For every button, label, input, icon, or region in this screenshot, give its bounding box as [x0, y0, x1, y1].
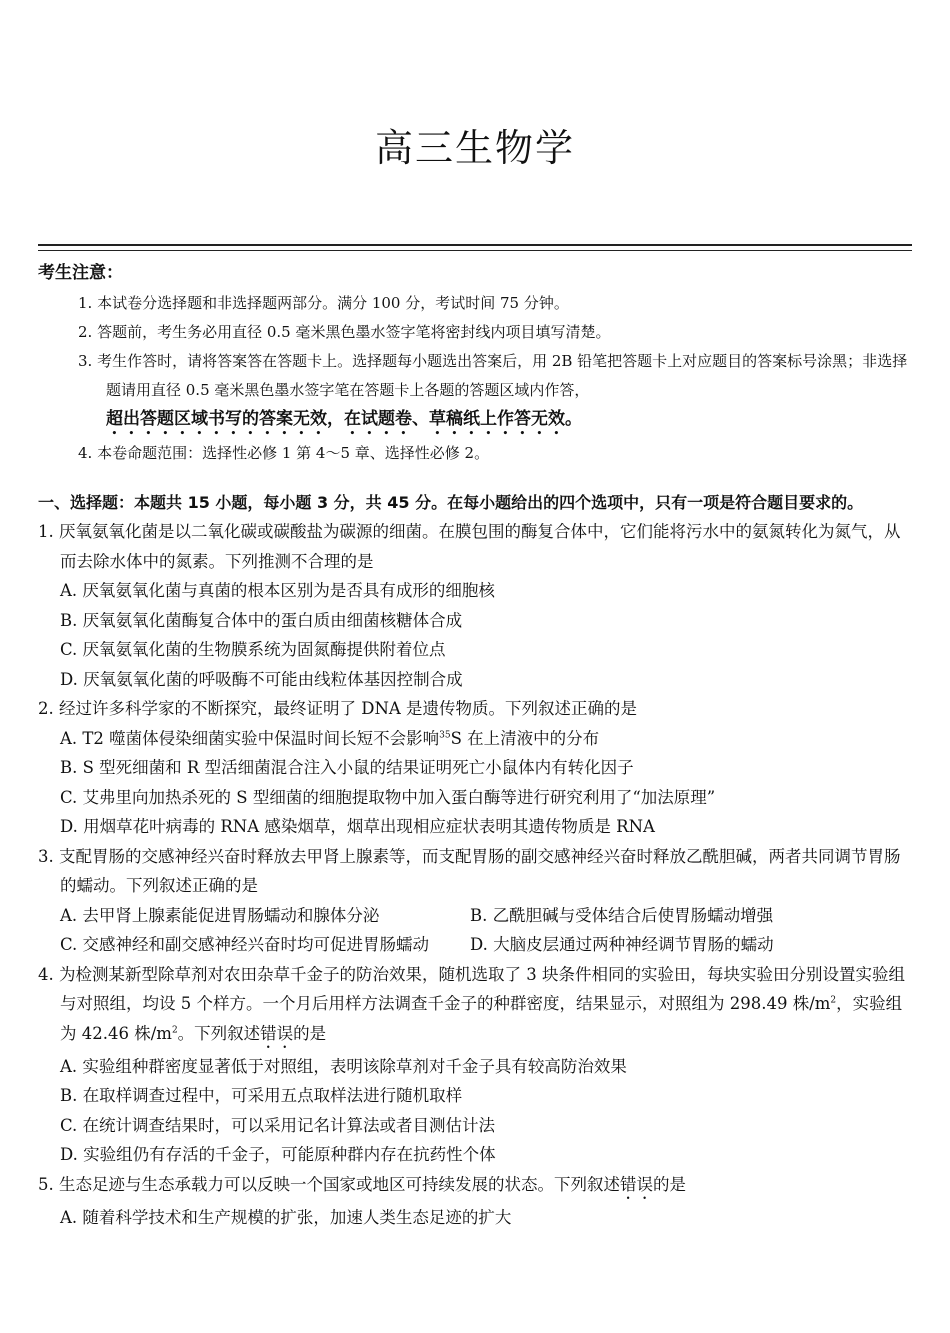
emphasis-wrong: 错误 [260, 1023, 294, 1043]
stem-text: 4. 为检测某新型除草剂对农田杂草千金子的防治效果，随机选取了 3 块条件相同的实验田，每块实验田分别设置实验组与对照组，均设 5 个样方。一个月后用样方法调查千金子的种群密度，结果显示，对照组为 298.49 株/m [38, 964, 905, 1013]
stem-text: 的是 [653, 1174, 686, 1194]
notice-item: 1. 本试卷分选择题和非选择题两部分。满分 100 分，考试时间 75 分钟。 [78, 294, 569, 312]
stem-text: 的是 [293, 1023, 327, 1043]
option-a: A. 随着科学技术和生产规模的扩张，加速人类生态足迹的扩大 [60, 1207, 512, 1227]
option-d: D. 用烟草花叶病毒的 RNA 感染烟草，烟草出现相应症状表明其遗传物质是 RNA [60, 817, 655, 836]
option-a [38, 724, 916, 754]
option-row [38, 901, 916, 931]
question-5 [38, 1170, 916, 1233]
option-c: C. 在统计调查结果时，可以采用记名计算法或者目测估计法 [60, 1115, 496, 1135]
isotope-superscript: 35 [439, 730, 451, 740]
question-2 [38, 694, 916, 842]
option-a: A. 去甲肾上腺素能促进胃肠蠕动和腺体分泌 [60, 905, 380, 925]
notice-heading: 考生注意： [38, 263, 123, 283]
notice-item: 2. 答题前，考生务必用直径 0.5 毫米黑色墨水签字笔将密封线内项目填写清楚。 [78, 323, 611, 341]
notice-item-text: 3. 考生作答时，请将答案答在答题卡上。选择题每小题选出答案后，用 2B 铅笔把答题卡上对应题目的答案标号涂黑；非选择题请用直径 0.5 毫米黑色墨水签字笔在答题卡上各题的答题区域内作答， [78, 352, 908, 399]
emphasis-wrong: 错误 [620, 1174, 653, 1194]
question-1 [38, 517, 916, 694]
option-d: D. 大脑皮层通过两种神经调节胃肠的蠕动 [470, 935, 774, 954]
option-a-text: A. T2 噬菌体侵染细菌实验中保温时间长短不会影响 [60, 728, 440, 748]
option-b: B. 在取样调查过程中，可采用五点取样法进行随机取样 [60, 1086, 463, 1105]
notice-item [38, 347, 916, 439]
option-c: C. 交感神经和副交感神经兴奋时均可促进胃肠蠕动 [60, 935, 430, 954]
stem-text: 。下列叙述 [177, 1023, 261, 1043]
question-stem: 2. 经过许多科学家的不断探究，最终证明了 DNA 是遗传物质。下列叙述正确的是 [38, 699, 638, 718]
header-divider-thin [38, 250, 912, 251]
question-stem [38, 1170, 916, 1203]
option-a: A. 实验组种群密度显著低于对照组，表明该除草剂对千金子具有较高防治效果 [60, 1056, 627, 1076]
option-b: B. S 型死细菌和 R 型活细菌混合注入小鼠的结果证明死亡小鼠体内有转化因子 [60, 758, 634, 777]
option-b: B. 乙酰胆碱与受体结合后使胃肠蠕动增强 [470, 905, 774, 925]
header-divider [38, 244, 912, 246]
question-3 [38, 842, 916, 960]
notice-item: 4. 本卷命题范围：选择性必修 1 第 4～5 章、选择性必修 2。 [78, 444, 490, 462]
option-c: C. 艾弗里向加热杀死的 S 型细菌的细胞提取物中加入蛋白酶等进行研究利用了“加法原理” [60, 787, 716, 807]
notice-emphasis: 超出答题区域书写的答案无效，在试题卷、草稿纸上作答无效。 [106, 409, 582, 429]
section-heading: 一、选择题：本题共 15 小题，每小题 3 分，共 45 分。在每小题给出的四个选项中，只有一项是符合题目要求的。 [38, 493, 864, 512]
stem-text: 5. 生态足迹与生态承载力可以反映一个国家或地区可持续发展的状态。下列叙述 [38, 1174, 620, 1194]
question-4 [38, 960, 916, 1170]
question-stem: 1. 厌氧氨氧化菌是以二氧化碳或碳酸盐为碳源的细菌。在膜包围的酶复合体中，它们能将污水中的氨氮转化为氮气，从而去除水体中的氮素。下列推测不合理的是 [38, 522, 901, 571]
notice-list [38, 289, 916, 468]
option-a: A. 厌氧氨氧化菌与真菌的根本区别为是否具有成形的细胞核 [60, 581, 495, 600]
exam-body [38, 258, 916, 1232]
stem-text: ，实验组为 42.46 株/m [60, 994, 903, 1043]
question-stem: 3. 支配胃肠的交感神经兴奋时释放去甲肾上腺素等，而支配胃肠的副交感神经兴奋时释放乙酰胆碱，两者共同调节胃肠的蠕动。下列叙述正确的是 [38, 846, 901, 895]
unit-superscript: 2 [830, 995, 837, 1006]
option-d: D. 厌氧氨氧化菌的呼吸酶不可能由线粒体基因控制合成 [60, 669, 463, 689]
option-row [38, 930, 916, 960]
unit-superscript: 2 [171, 1025, 178, 1035]
option-d: D. 实验组仍有存活的千金子，可能原种群内存在抗药性个体 [60, 1145, 496, 1164]
option-c: C. 厌氧氨氧化菌的生物膜系统为固氮酶提供附着位点 [60, 640, 446, 659]
option-b: B. 厌氧氨氧化菌酶复合体中的蛋白质由细菌核糖体合成 [60, 610, 463, 630]
option-a-text-end: S 在上清液中的分布 [450, 728, 600, 748]
question-stem [38, 960, 916, 1052]
page-title: 高三生物学 [374, 126, 575, 171]
